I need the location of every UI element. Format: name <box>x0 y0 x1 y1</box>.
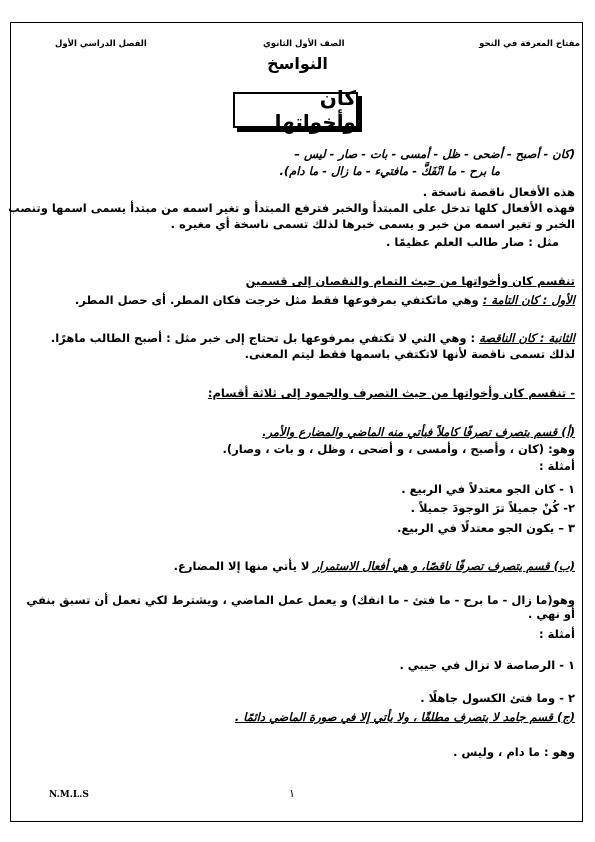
header-book-title: مفتاح المعرفة في النحو <box>479 39 580 49</box>
definition-line: هذه الأفعال ناقصة ناسخة . <box>422 185 575 199</box>
example-line: مثل : صار طالب العلم عظيمًا . <box>385 235 559 249</box>
explanation-line-2: الخبر و تغير اسمه من خبر و يسمى خبرها لذلك تسمى ناسخة أي مغيره . <box>170 217 575 231</box>
page-number: ١ <box>289 787 295 800</box>
lesson-title-box: كان وأخواتها <box>233 92 358 128</box>
incomplete-kana-line <box>14 330 575 346</box>
complete-kana-text: وهي ماتكتفي بمرفوعها فقط مثل خرجت فكان المطر. أى حصل المطر. <box>74 293 479 307</box>
page-title: النواسخ <box>267 54 328 73</box>
footer-author: N.M.L.S <box>49 790 89 800</box>
section-heading-completeness: تنقسم كان وأخواتها من حيث التمام والنقصان إلى قسمين <box>245 274 575 288</box>
incomplete-kana-reason: لذلك تسمى ناقصة لأنها لاتكتفي باسمها فقط ليتم المعنى. <box>244 347 575 361</box>
category-a-example-1: ١ - كان الجو معتدلاً في الربيع . <box>401 482 575 496</box>
category-b-example-2: ٢ - وما فتئ الكسول جاهلًا . <box>420 691 575 705</box>
category-b-note: لا يأتي منها إلا المضارع. <box>173 559 310 573</box>
complete-kana-label: الأول : كان التامة : <box>482 293 575 307</box>
category-a-members: وهو: (كان ، وأصبح ، وأمسى ، و أضحى ، وظل ، و بات ، وصار). <box>222 442 575 456</box>
category-b-title: (ب) قسم يتصرف تصرفًا ناقصًا، و هي أفعال الاستمرار <box>313 559 575 573</box>
incomplete-kana-text: : وهي التي لا تكتفي بمرفوعها بل تحتاج إلى خبر مثل : أصبح الطالب ماهرًا. <box>50 331 476 345</box>
category-b-heading <box>14 558 575 574</box>
category-b-example-1: ١ - الرصاصة لا تزال في جيبي . <box>399 658 575 672</box>
category-a-example-2: ٢- كُنْ جميلاً ترَ الوجودَ جميلاً . <box>410 501 575 515</box>
category-a-heading: (أ) قسم يتصرف تصرفًا كاملاً فيأتي منه الماضي والمضارع والأمر. <box>262 425 575 439</box>
header-grade: الصف الأول الثانوي <box>263 39 345 49</box>
category-c-heading: (ج) قسم جامد لا يتصرف مطلقًا ، ولا يأتي إلا في صورة الماضي دائمًا . <box>234 710 575 724</box>
verbs-list-line-2: ما برح - ما انْفَكَّ - مافتيء - ما زال - ما دام). <box>279 164 500 178</box>
category-c-members: وهو : ما دام ، وليس . <box>453 745 575 759</box>
category-a-example-3: ٣ – يكون الجو معتدلًا في الربيع. <box>397 521 575 535</box>
section-heading-conjugation: - تنقسم كان وأخواتها من حيث التصرف والجمود إلى ثلاثة أقسام: <box>207 386 575 400</box>
header-term: الفصل الدراسي الأول <box>55 39 147 49</box>
category-b-examples-label: أمثلة : <box>538 627 575 641</box>
verbs-list-line-1: (كان - أصبح - أضحى - ظل - أمسى - بات - صار - ليس – <box>294 147 575 161</box>
incomplete-kana-label: الثانية : كان الناقصة <box>479 331 575 345</box>
category-b-members: وهو(ما زال - ما برح - ما فتئ - ما انفك) و يعمل عمل الماضي ، ويشترط لكي تعمل أن تسبق بنفي أو نهي . <box>26 593 575 621</box>
complete-kana-line <box>14 292 575 308</box>
explanation-line-1: فهذه الأفعال كلها تدخل على المبتدأ والخبر فترفع المبتدأ و تغير اسمه من مبتدأ يسمى اسمها وتنصب <box>8 201 575 215</box>
category-a-examples-label: أمثلة : <box>538 459 575 473</box>
